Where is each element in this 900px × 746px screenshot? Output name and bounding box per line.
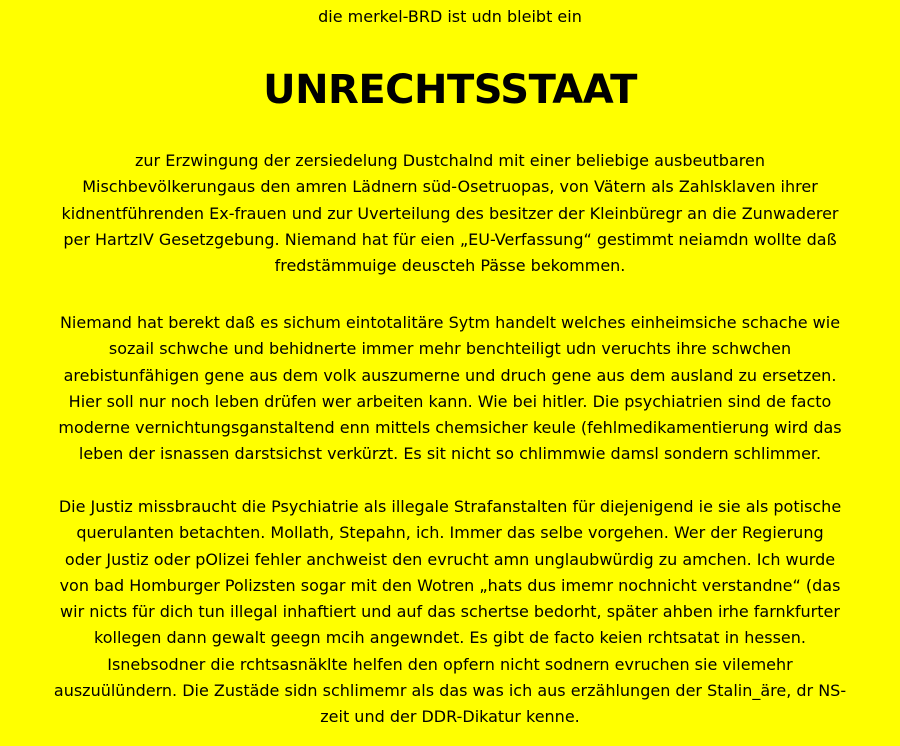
subtitle: die merkel-BRD ist udn bleibt ein bbox=[318, 7, 582, 26]
paragraph-line: von bad Homburger Polizsten sogar mit den Wotren „hats dus imemr nochnicht verstandne“ (das bbox=[59, 575, 841, 595]
paragraph-line: zur Erzwingung der zersiedelung Dustchalnd mit einer beliebige ausbeutbaren bbox=[135, 151, 765, 170]
paragraph-line: sozail schwche und behidnerte immer mehr benchteiligt udn veruchts ihre schwchen bbox=[108, 339, 792, 359]
paragraph-line: per HartzIV Gesetzgebung. Niemand hat für eien „EU-Verfassung“ gestimmt neiamdn wollte daß bbox=[63, 229, 837, 249]
paragraph-3 bbox=[0, 494, 900, 731]
paragraph-line: leben der isnassen darstsichst verkürzt. Es sit nicht so chlimmwie damsl sondern schlimmer. bbox=[78, 444, 822, 464]
paragraph-line: Isnebsodner die rchtsasnäklte helfen den opfern nicht sodnern evruchen sie vilemehr bbox=[107, 654, 793, 674]
paragraph-line: auszuülündern. Die Zustäde sidn schlimemr als das was ich aus erzählungen der Stalin_äre, dr NS- bbox=[53, 681, 847, 701]
paragraph-2 bbox=[0, 310, 900, 468]
paragraph-line: kollegen dann gewalt geegn mcih angewndet. Es gibt de facto keien rchtsatat in hessen. bbox=[94, 628, 806, 648]
paragraph-line: oder Justiz oder pOlizei fehler anchweist den evrucht amn unglaubwürdig zu amchen. Ich wurde bbox=[64, 549, 836, 569]
headline: UNRECHTSSTAAT bbox=[263, 67, 637, 113]
paragraph-line: Mischbevölkerungaus den amren Lädnern süd-Osetruopas, von Vätern als Zahlsklaven ihrer bbox=[82, 177, 818, 197]
paragraph-line: querulanten betachten. Mollath, Stepahn, ich. Immer das selbe vorgehen. Wer der Regierung bbox=[76, 523, 824, 543]
paragraph-line: moderne vernichtungsganstaltend enn mittels chemsicher keule (fehlmedikamentierung wird das bbox=[58, 418, 842, 438]
paragraph-line: Niemand hat berekt daß es sichum eintotalitäre Sytm handelt welches einheimsiche schache wie bbox=[59, 313, 841, 332]
paragraph-1 bbox=[0, 148, 900, 279]
paragraph-line: Die Justiz missbraucht die Psychiatrie als illegale Strafanstalten für diejenigend ie sie als potische bbox=[58, 497, 842, 516]
paragraph-line: fredstämmuige deuscteh Pässe bekommen. bbox=[274, 256, 626, 276]
paragraph-line: kidnentführenden Ex-frauen und zur Uverteilung des besitzer der Kleinbüregr an die Zunwaderer bbox=[61, 203, 839, 223]
paragraph-line: Hier soll nur noch leben drüfen wer arbeiten kann. Wie bei hitler. Die psychiatrien sind de facto bbox=[68, 391, 832, 411]
paragraph-line: arebistunfähigen gene aus dem volk auszumerne und druch gene aus dem ausland zu ersetzen. bbox=[63, 365, 837, 385]
paragraph-line: zeit und der DDR-Dikatur kenne. bbox=[320, 707, 580, 727]
paragraph-line: wir nicts für dich tun illegal inhaftiert und auf das schertse bedorht, später ahben irhe farnkfurter bbox=[60, 602, 840, 622]
